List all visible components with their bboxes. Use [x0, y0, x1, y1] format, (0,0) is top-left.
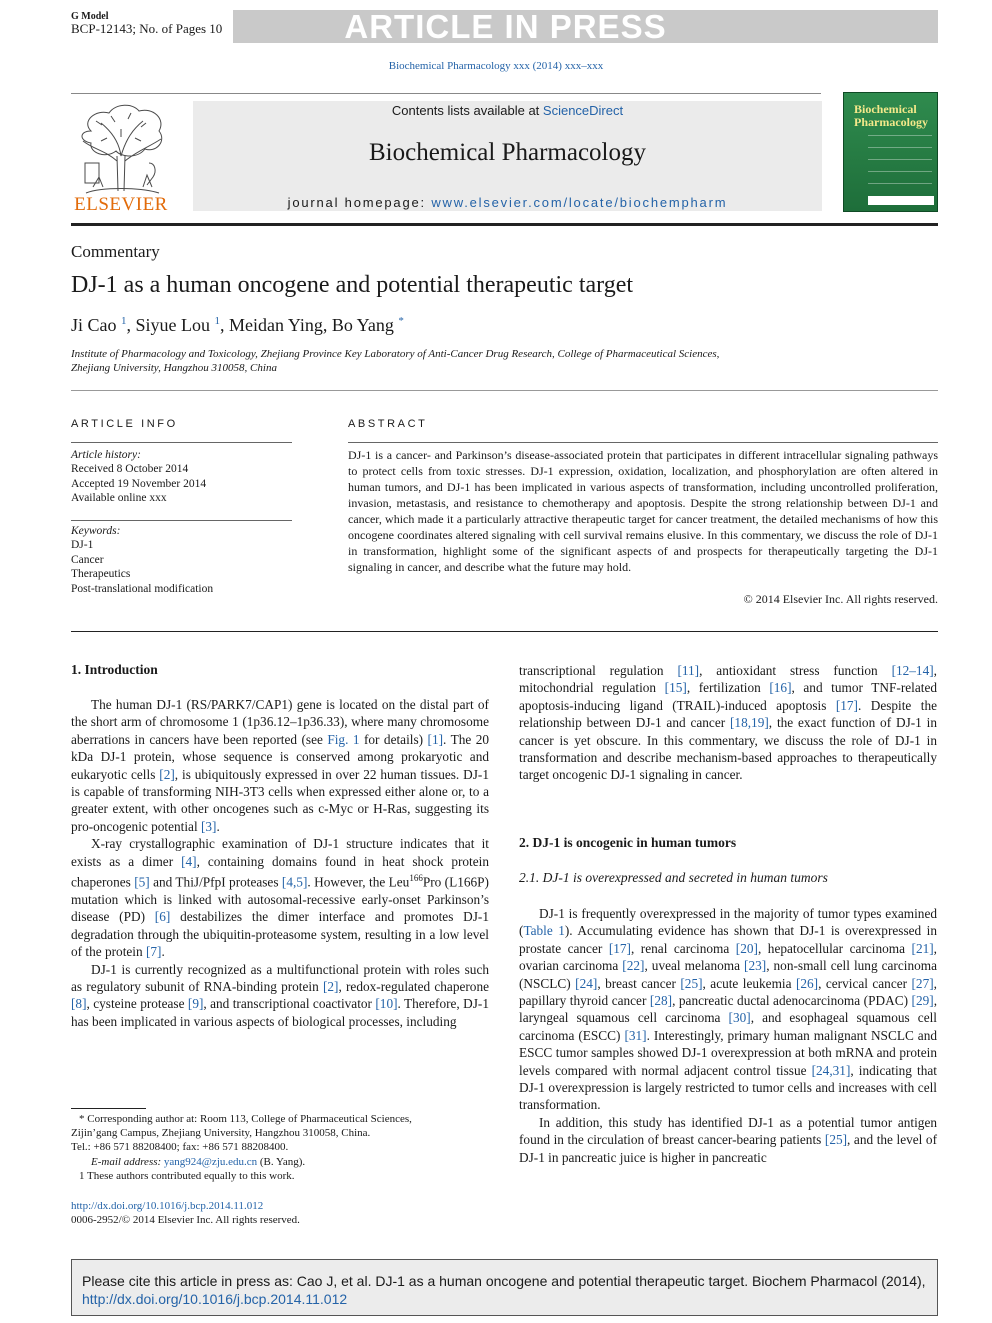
- doi-block: [71, 1199, 300, 1227]
- citation-link[interactable]: [10]: [375, 996, 398, 1012]
- keyword: Cancer: [71, 553, 104, 566]
- citation-link[interactable]: [25]: [680, 975, 703, 991]
- citation-link[interactable]: [12–14]: [891, 663, 934, 678]
- author-mark[interactable]: *: [398, 315, 404, 327]
- corresponding-author-line-3: Tel.: +86 571 88208400; fax: +86 571 88208400.: [71, 1141, 289, 1154]
- citation-link[interactable]: [8]: [71, 996, 87, 1012]
- history-label: Article history:: [71, 449, 141, 461]
- author-name[interactable]: Ji Cao: [71, 315, 117, 335]
- citation-link[interactable]: [21]: [911, 940, 934, 956]
- citation-link[interactable]: [4]: [181, 853, 197, 869]
- cover-publisher-box: [868, 196, 934, 205]
- cover-title-line-1: Biochemical: [854, 102, 917, 116]
- author-name[interactable]: Bo Yang: [331, 315, 394, 335]
- article-title: DJ-1 as a human oncogene and potential therapeutic target: [71, 272, 634, 298]
- email-line: [71, 1155, 489, 1169]
- citation-link[interactable]: [6]: [154, 909, 171, 925]
- keywords: [71, 524, 213, 596]
- citation-link[interactable]: [9]: [187, 996, 204, 1012]
- issn-line: 0006-2952/© 2014 Elsevier Inc. All rights reserved.: [71, 1214, 300, 1226]
- citation-link[interactable]: [2]: [322, 978, 339, 994]
- sciencedirect-link[interactable]: ScienceDirect: [542, 103, 624, 118]
- corresponding-author-line-1: * Corresponding author at: Room 113, College of Pharmaceutical Sciences,: [79, 1113, 412, 1125]
- citation-link[interactable]: [17]: [608, 940, 631, 956]
- paragraph: transcriptional regulation [11], antioxidant stress function [12–14], mitochondrial regulation [15], fertilization [16], and tumor TNF-related apoptosis-inducing ligand (TRAIL)-induced apoptosis [17]. Despite the relationship between DJ-1 and cancer [18,19], the exact function of DJ-1 in cancer is yet obscure. In this commentary, we discuss the role of DJ-1 in transformation and describe mechanism-based approaches to therapeutically target oncogenic DJ-1 signaling in cancer.: [519, 663, 937, 783]
- citation-link[interactable]: [17]: [835, 697, 858, 713]
- citation-link[interactable]: [28]: [649, 993, 673, 1009]
- citation-box: [71, 1259, 938, 1316]
- contents-line: [193, 103, 822, 118]
- article-info-heading: ARTICLE INFO: [71, 418, 178, 430]
- citation-link[interactable]: [11]: [677, 663, 700, 678]
- article-history: [71, 448, 206, 506]
- masthead-rule-bottom: [71, 223, 938, 226]
- journal-name: Biochemical Pharmacology: [368, 139, 646, 166]
- author-mark[interactable]: 1: [121, 315, 127, 327]
- citation-doi-link[interactable]: http://dx.doi.org/10.1016/j.bcp.2014.11.012: [82, 1291, 348, 1307]
- citation-link[interactable]: [27]: [911, 975, 934, 991]
- abstract-text: DJ-1 is a cancer- and Parkinson’s disease-associated protein that participates in different intracellular signaling pathways to protect cells from toxic stresses. DJ-1 expression, oxidation, localization, and phosphorylation are often altered in human tumors, and DJ-1 has been implicated in various aspects of transformation, including uncontrolled proliferation, invasion, metastasis, and resistance to chemotherapy and apoptosis. Despite the strong relationship between DJ-1 and cancer, which made it a particularly attractive therapeutic target for cancer treatment, the detailed mechanisms of how this oncogene coordinates altered signaling with cell survival remains elusive. In this commentary, we discuss the role of DJ-1 in transformation, highlight some of the significant aspects of and prospects for therapeutically targeting the DJ-1 signaling in cancer, and describe what the future may hold.: [348, 448, 938, 574]
- affiliation-line-2: Zhejiang University, Hangzhou 310058, China: [71, 362, 277, 374]
- keywords-rule: [71, 520, 292, 521]
- author-list: Ji Cao $^1$, Siyue Lou $^1$, Meidan Ying, Bo Yang *: [71, 315, 404, 335]
- body-column-right-top: [519, 662, 937, 784]
- author-name[interactable]: Siyue Lou: [135, 315, 211, 335]
- subsection-heading: 2.1. DJ-1 is overexpressed and secreted in human tumors: [519, 870, 828, 885]
- email-suffix: (B. Yang).: [257, 1155, 306, 1168]
- citation-link[interactable]: [31]: [624, 1027, 647, 1043]
- journal-reference[interactable]: Biochemical Pharmacology xxx (2014) xxx–xxx: [388, 60, 604, 72]
- email-link[interactable]: yang924@zju.edu.cn: [163, 1155, 258, 1168]
- citation-link[interactable]: [22]: [622, 958, 645, 974]
- citation-link[interactable]: [29]: [911, 993, 934, 1009]
- footnote-rule: [71, 1108, 146, 1109]
- footnotes: [71, 1112, 489, 1183]
- paragraph: DJ-1 is currently recognized as a multifunctional protein with roles such as regulatory subunit of RNA-binding protein [2], redox-regulated chaperone [8], cysteine protease [9], and transcriptional coactivator [10]. Therefore, DJ-1 has been implicated in various aspects of biological processes, including: [71, 961, 489, 1029]
- citation-link[interactable]: [24,31]: [811, 1062, 851, 1078]
- citation-link[interactable]: [3]: [200, 818, 217, 834]
- abstract-rule: [348, 442, 938, 443]
- equal-contribution-note: 1 These authors contributed equally to this work.: [79, 1169, 295, 1182]
- citation-link[interactable]: [1]: [427, 731, 444, 747]
- section-heading: 1. Introduction: [71, 662, 158, 677]
- affiliation: [71, 347, 791, 375]
- contents-prefix: Contents lists available at: [391, 103, 543, 118]
- citation-link[interactable]: [5]: [134, 874, 150, 890]
- author-mark[interactable]: 1: [214, 315, 221, 327]
- body-column-right-bottom: [519, 905, 937, 1166]
- accepted-date: Accepted 19 November 2014: [71, 477, 207, 490]
- keyword: DJ-1: [71, 539, 94, 552]
- online-date: Available online xxx: [71, 492, 167, 505]
- citation-text: Please cite this article in press as: Cao J, et al. DJ-1 as a human oncogene and potential therapeutic target. Biochem Pharmacol (2014),: [82, 1273, 926, 1289]
- paragraph: The human DJ-1 (RS/PARK7/CAP1) gene is located on the distal part of the short arm of chromosome 1 (1p36.12–1p36.33), where many chromosome aberrations in cancers have been reported (see Fig. 1 for details) [1]. The 20 kDa DJ-1 protein, whose sequence is conserved among prokaryotic and eukaryotic cells [2], is ubiquitously expressed in over 22 human tissues. DJ-1 is capable of transforming NIH-3T3 cells when expressed either alone or, to a greater extent, with other oncogenes such as c-Myc or H-Ras, suggesting its pro-oncogenic potential [3].: [71, 697, 489, 834]
- journal-cover-thumbnail[interactable]: [843, 92, 938, 212]
- manuscript-id: BCP-12143; No. of Pages 10: [71, 21, 223, 36]
- citation-link[interactable]: [7]: [145, 944, 162, 960]
- paragraph: DJ-1 is frequently overexpressed in the majority of tumor types examined (Table 1). Accumulating evidence has shown that DJ-1 is overexpressed in prostate cancer [17], renal carcinoma [20], hepatocellular carcinoma [21], ovarian carcinoma [22], uveal melanoma [23], non-small cell lung carcinoma (NSCLC) [24], breast cancer [25], acute leukemia [26], cervical cancer [27], papillary thyroid cancer [28], pancreatic ductal adenocarcinoma (PDAC) [29], laryngeal squamous cell carcinoma [30], and esophageal squamous cell carcinoma (ESCC) [31]. Interestingly, primary human malignant NSCLC and ESCC tumor samples showed DJ-1 overexpression at both mRNA and protein levels compared with normal adjacent control tissue [24,31], indicating that DJ-1 overexpression is largely restricted to tumor cells and increases with cell transformation.: [519, 906, 938, 1113]
- email-label: E-mail address:: [91, 1155, 164, 1168]
- keyword: Post-translational modification: [71, 582, 214, 595]
- section-heading: 2. DJ-1 is oncogenic in human tumors: [519, 835, 737, 850]
- citation-link[interactable]: [18,19]: [730, 715, 769, 731]
- body-column-left: [71, 696, 489, 1030]
- citation-link[interactable]: [16]: [769, 680, 792, 696]
- corresponding-author-line-2: Zijin’gang Campus, Zhejiang University, Hangzhou 310058, China.: [71, 1127, 371, 1140]
- keywords-label: Keywords:: [71, 525, 121, 537]
- body-separator: [71, 631, 938, 632]
- citation-link[interactable]: [4,5]: [281, 874, 308, 890]
- citation-link[interactable]: [23]: [744, 958, 767, 974]
- masthead-rule-top: [71, 93, 821, 94]
- g-model-label: G Model: [71, 11, 109, 22]
- article-info-rule: [71, 442, 292, 443]
- citation-link[interactable]: [20]: [735, 940, 758, 956]
- elsevier-wordmark: ELSEVIER: [74, 194, 168, 215]
- keyword: Therapeutics: [71, 568, 131, 581]
- cover-title: [854, 103, 928, 129]
- citation-link[interactable]: [25]: [824, 1132, 848, 1148]
- abstract-copyright: © 2014 Elsevier Inc. All rights reserved.: [743, 592, 938, 606]
- journal-homepage-line: [193, 195, 822, 210]
- figure-link[interactable]: Fig. 1: [327, 731, 360, 747]
- article-type: Commentary: [71, 242, 160, 261]
- cover-title-line-2: Pharmacology: [854, 115, 928, 129]
- citation-link[interactable]: [24]: [575, 975, 598, 991]
- abstract-heading: ABSTRACT: [348, 418, 428, 430]
- author-name[interactable]: Meidan Ying: [229, 315, 323, 335]
- citation-link[interactable]: [30]: [728, 1010, 751, 1026]
- paragraph: In addition, this study has identified DJ-1 as a potential tumor antigen found in the circulation of breast cancer-bearing patients [25], and the level of DJ-1 in pancreatic juice is higher in pancreatic: [519, 1114, 937, 1165]
- affiliation-line-1: Institute of Pharmacology and Toxicology, Zhejiang Province Key Laboratory of Anti-Cancer Drug Research, College of Pharmaceutical Sciences,: [71, 348, 720, 360]
- article-in-press-text: ARTICLE IN PRESS: [344, 8, 667, 45]
- citation-link[interactable]: [15]: [664, 680, 687, 696]
- doi-link[interactable]: http://dx.doi.org/10.1016/j.bcp.2014.11.012: [71, 1200, 264, 1212]
- title-separator: [71, 390, 938, 391]
- table-link[interactable]: Table 1: [523, 923, 565, 939]
- paragraph: X-ray crystallographic examination of DJ-1 structure indicates that it exists as a dimer [4], containing domains found in heat shock protein chaperones [5] and ThiJ/PfpI proteases [4,5]. However, the Leu$^{166}$Pro (L166P) mutation which is linked with autosomal-recessive early-onset Parkinson’s disease (PD) [6] destabilizes the dimer interface and promotes DJ-1 degradation through the ubiquitin-proteasome system, resulting in a low level of the protein [7].: [71, 836, 489, 960]
- cover-decoration: [868, 135, 932, 195]
- homepage-prefix: journal homepage:: [287, 195, 432, 210]
- citation-link[interactable]: [26]: [795, 975, 819, 991]
- citation-link[interactable]: [2]: [159, 766, 175, 782]
- homepage-link[interactable]: www.elsevier.com/locate/biochempharm: [431, 195, 728, 210]
- received-date: Received 8 October 2014: [71, 463, 189, 476]
